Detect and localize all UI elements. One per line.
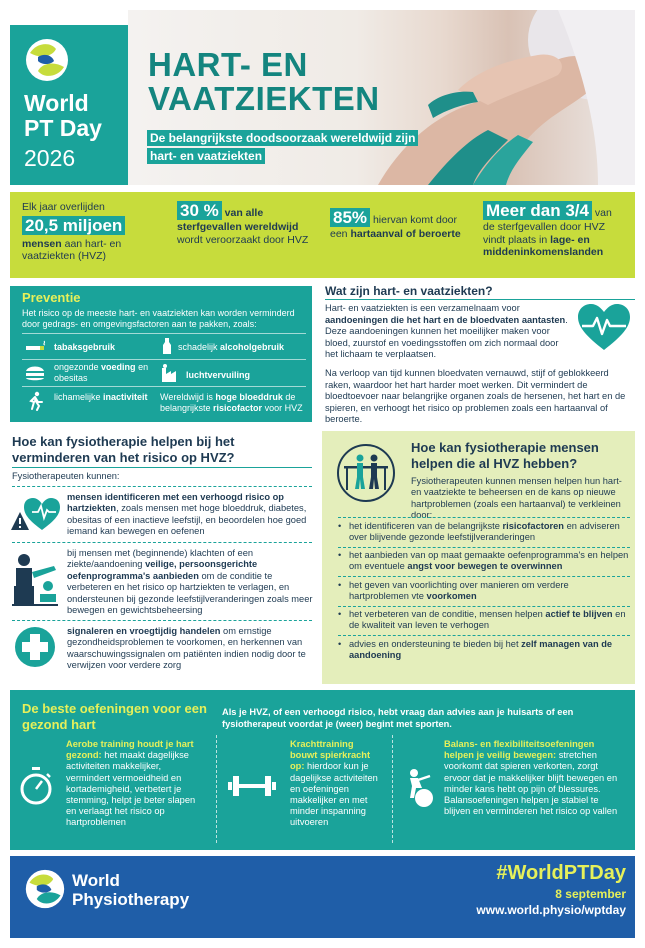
prevention-item-alcohol-text: schadelijk (178, 342, 221, 352)
divider (392, 735, 393, 843)
logo-year: 2026 (24, 145, 76, 171)
stat-heart-attack (330, 208, 462, 241)
physio-have-title: Hoe kan fysiotherapie mensen helpen die al HVZ hebben? (411, 440, 599, 471)
stat-deaths (22, 201, 152, 263)
what-is-cvd-title: Wat zijn hart- en vaatziekten? (325, 284, 493, 298)
stat-percentage-bold: van alle sterfgevallen wereldwijd (177, 207, 299, 233)
divider (338, 635, 630, 636)
page-title (148, 48, 380, 116)
exercise-balance-text: stretchen voorkomt dat spieren verkorten, zorgt ervoor dat je makkelijker blijft bewegen en minder kans hebt op pijn of blessures. Balansoefeningen helpen je stabiel te blijven en verminderen het risico op vallen (444, 750, 618, 817)
physio-have-bullet-3 (338, 580, 630, 603)
divider (338, 547, 630, 548)
stat-percentage-value: 30 % (177, 201, 222, 220)
divider (338, 576, 630, 577)
stat-income-post: van de sterfgevallen door HVZ vindt plaats in (483, 207, 612, 246)
what-is-cvd-paragraph-2: Na verloop van tijd kunnen bloedvaten vernauwd, stijf of geblokkeerd raken, waardoor het hart harder moet werken. Dit vermindert de bloedtoevoer naar belangrijke organen zoals de hersenen, het hart en de spieren, en verhoogt het risico op problemen zoals een hartaanval of beroerte. (325, 368, 626, 424)
prevention-bp-text: Wereldwijd is (160, 392, 216, 402)
physio-reduce-exercise-pre: bij mensen met (beginnende) klachten of een ziekte/aandoening (67, 548, 254, 570)
divider (12, 467, 312, 468)
prevention-item-alcohol (178, 342, 284, 353)
bullet-5-a: advies en ondersteuning te bieden bij het (349, 639, 522, 649)
rehab-walking-icon (334, 444, 398, 502)
physio-have-bullet-2 (338, 550, 630, 573)
food-icon (24, 363, 46, 383)
physio-reduce-identify-text: , zoals mensen met hoge bloeddruk, diabetes, obesitas of een inactieve leefstijl, en beoordelen hoe goed iemand kan bewegen en oefenen (67, 503, 307, 537)
divider (22, 333, 306, 334)
bullet-2-a: het aanbieden van op maat gemaakte oefenprogramma's en helpen om eventuele (349, 550, 629, 572)
what-is-cvd-paragraph-1 (325, 303, 570, 361)
logo-text (24, 91, 102, 141)
bullet-4-bold: actief te blijven (545, 609, 613, 619)
prevention-item-pollution (186, 370, 250, 381)
prevention-item-tobacco-bold: tabaksgebruik (54, 342, 116, 352)
prevention-bp-bold2: risicofactor (213, 403, 263, 413)
divider (12, 542, 312, 543)
physio-reduce-signal-bold: signaleren en vroegtijdig handelen (67, 626, 221, 636)
prevention-item-pollution-bold: luchtvervuiling (186, 370, 251, 380)
stat-deaths-bold: mensen (22, 237, 62, 250)
title-line-2: VAATZIEKTEN (148, 80, 380, 117)
stat-deaths-pre: Elk jaar overlijden (22, 201, 105, 213)
bullet-4-a: het verbeteren van de conditie, mensen helpen (349, 609, 546, 619)
physio-have-bullet-5 (338, 639, 630, 662)
physio-reduce-item-signal (67, 626, 313, 672)
bullet-3-a: het geven van voorlichting over manieren om verdere hartproblemen vte (349, 580, 569, 602)
physio-reduce-exercise-bold: veilige, persoonsgerichte oefenprogramma's aanbieden (67, 559, 258, 581)
exercise-strength-text: hierdoor kun je dagelijkse activiteiten en oefeningen makkelijker en met minder inspanning uitvoeren (290, 761, 378, 828)
prevention-item-inactivity-text: lichamelijke (54, 392, 104, 402)
logo-line-1: World (24, 90, 89, 116)
divider (338, 517, 630, 518)
subtitle-text: De belangrijkste doodsoorzaak wereldwijd zijn hart- en vaatziekten (147, 130, 418, 164)
physio-reduce-exercise-text: om de conditie te verbeteren en het risico op hartziekten te verlagen, en ondersteunen bij gezonde leefstijlveranderingen zoals meer bewegen en gewichtsbeheersing (67, 570, 313, 616)
bullet-2-bold: angst voor bewegen te overwinnen (407, 561, 563, 572)
physio-reduce-item-exercise (67, 548, 313, 616)
prevention-bp-bold: hoge bloeddruk (215, 392, 283, 402)
bullet-1-a: het identificeren van de belangrijkste (349, 521, 503, 531)
bullet-1-bold: risicofactoren (502, 521, 564, 531)
physio-reduce-signal-text: om ernstige gezondheidsproblemen te voorkomen, en herkennen van waarschuwingssignalen om patiënten indien nodig door te verwijzen voor verdere zorg (67, 626, 306, 671)
footer-date: 8 september (555, 887, 626, 901)
physio-have-intro: Fysiotherapeuten kunnen mensen helpen hun hart- en vaatziekte te beheersen en de kans op nieuwe hartproblemen (zoals een hartaanval) te verkleinen door: (411, 476, 622, 521)
prevention-item-alcohol-bold: alcoholgebruik (220, 342, 285, 352)
divider (338, 606, 630, 607)
divider (12, 486, 312, 487)
prevention-blood-pressure (160, 392, 308, 414)
what-p1-c: . Deze aandoeningen kunnen het moeilijker maken voor bloed, zuurstof en voedingsstoffen om zich normaal door het lichaam te verplaatsen. (325, 314, 568, 359)
bullet-1-c: en adviseren over blijvende gezonde leefstijlveranderingen (349, 521, 620, 543)
exercise-strength-head: Krachttraining bouwt spierkracht op: (290, 739, 371, 772)
exercise-aerobic-head: Aerobe training houdt je hart gezond: (66, 739, 194, 761)
dumbbell-icon (228, 774, 276, 798)
medical-cross-icon (14, 626, 56, 668)
prevention-title: Preventie (22, 290, 81, 305)
stat-heart-attack-bold: hartaanval of beroerte (350, 228, 461, 240)
footer-org-line-2: Physiotherapy (72, 890, 190, 909)
footer-url-link[interactable]: www.world.physio/wptday (476, 903, 626, 917)
divider (12, 620, 312, 621)
warning-heart-icon (10, 494, 62, 534)
stat-income-bold: lage- en middeninkomenslanden (483, 233, 604, 258)
stat-heart-attack-value: 85% (330, 208, 370, 227)
exercise-aerobic-text: het maakt dagelijkse activiteiten makkelijker, vermindert vermoeidheid en kortademigheid, verbetert je stemming, helpt je beter slapen en verlaagt het risico op hartproblemen (66, 750, 196, 828)
physio-reduce-intro: Fysiotherapeuten kunnen: (12, 471, 120, 481)
stat-income (483, 201, 625, 259)
divider (22, 386, 306, 387)
physio-reduce-identify-bold: mensen identificeren met een verhoogd risico op hartziekten (67, 492, 284, 514)
exercise-balance (444, 739, 622, 817)
prevention-item-food-text: ongezonde (54, 362, 102, 372)
stopwatch-icon (18, 766, 54, 806)
world-physiotherapy-logo-icon (24, 868, 66, 910)
stat-percentage-post: wordt veroorzaakt door HVZ (177, 233, 309, 246)
divider (325, 299, 635, 300)
physio-reduce-title: Hoe kan fysiotherapie helpen bij het verminderen van het risico op HVZ? (12, 434, 235, 465)
prevention-bp-text3: voor HVZ (262, 403, 303, 413)
footer-org-line-1: World (72, 871, 120, 890)
bullet-5-bold: zelf managen van de aandoening (349, 639, 613, 661)
prevention-item-inactivity (54, 392, 154, 403)
what-p1-bold: aandoeningen die het hart en de bloedvaten aantasten (325, 314, 566, 325)
prevention-item-food (54, 362, 154, 384)
footer-hashtag: #WorldPTDay (496, 862, 626, 884)
physio-have-bullet-1 (338, 521, 630, 544)
prevention-item-food-bold: voeding (101, 362, 136, 372)
bullet-4-c: en de kwaliteit van leven te verhogen (349, 609, 626, 631)
cigarette-icon (24, 339, 48, 353)
heartbeat-icon (576, 302, 632, 352)
prevention-item-tobacco (54, 342, 115, 353)
runner-icon (26, 391, 44, 411)
prevention-item-food-text2: en obesitas (54, 362, 149, 383)
exercise-strength (290, 739, 378, 829)
prevention-bp-text2: de belangrijkste (160, 392, 296, 413)
stat-percentage (177, 201, 309, 246)
exercise-icon (10, 552, 62, 606)
prevention-item-inactivity-bold: inactiviteit (103, 392, 148, 402)
globe-logo-icon (24, 37, 70, 83)
physio-reduce-item-identify (67, 492, 313, 538)
stat-deaths-post: aan hart- en vaatziekten (HVZ) (22, 237, 122, 262)
exercise-note: Als je HVZ, of een verhoogd risico, hebt vraag dan advies aan je huisarts of een fysiotherapeut voordat je (weer) begint met sporten. (222, 707, 574, 729)
exercise-title: De beste oefeningen voor een gezond hart (22, 701, 207, 732)
balance-ball-icon (402, 768, 436, 808)
exercise-balance-head: Balans- en flexibiliteitsoefeningen helpen je veilig bewegen: (444, 739, 595, 761)
bottle-icon (160, 337, 174, 355)
world-pt-day-logo (10, 25, 128, 185)
divider (22, 359, 306, 360)
stat-deaths-value: 20,5 miljoen (22, 216, 125, 235)
footer-org-name (72, 871, 189, 909)
divider (216, 735, 217, 843)
logo-line-2: PT Day (24, 115, 102, 141)
physio-have-bullet-4 (338, 609, 630, 632)
exercise-aerobic (66, 739, 202, 829)
prevention-intro: Het risico op de meeste hart- en vaatziekten kan worden verminderd door gedrags- en omgevingsfactoren aan te pakken, zoals: (22, 308, 295, 329)
factory-icon (160, 364, 180, 382)
bullet-3-bold: voorkomen (426, 591, 477, 602)
stat-income-value: Meer dan 3/4 (483, 201, 592, 220)
stat-heart-attack-post: hiervan komt door een (330, 214, 457, 240)
what-p1-a: Hart- en vaatziekten is een verzamelnaam voor (325, 303, 520, 313)
title-line-1: HART- EN (148, 46, 308, 83)
page-subtitle (147, 129, 417, 165)
